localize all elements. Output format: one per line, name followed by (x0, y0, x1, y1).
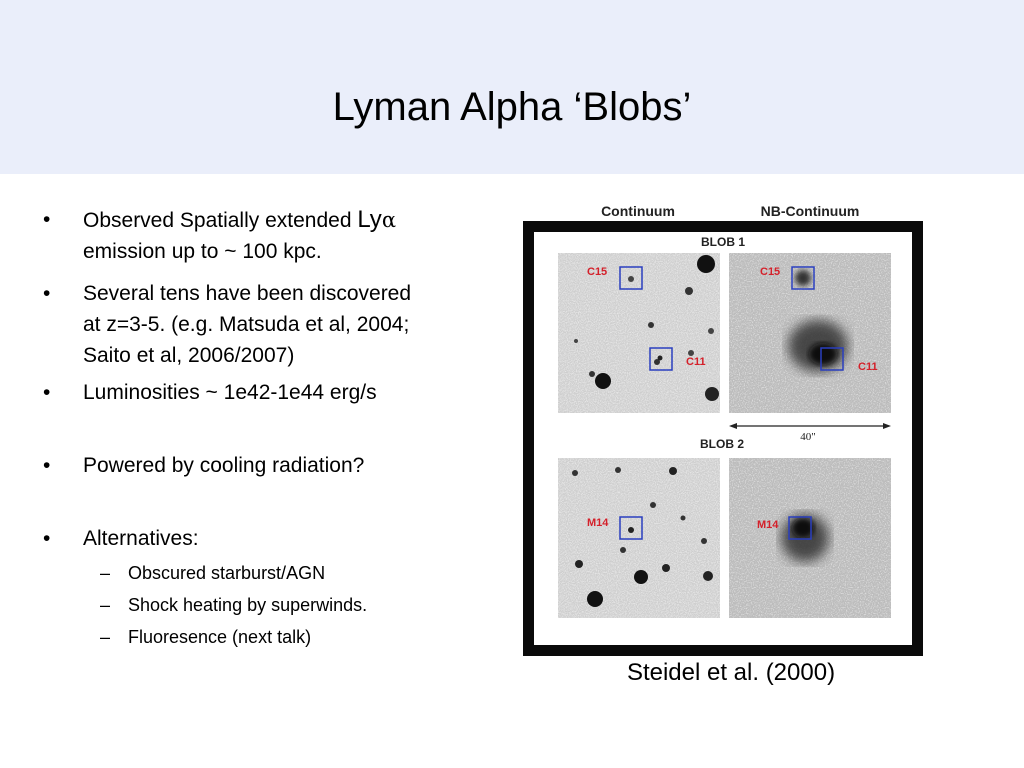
sub-bullet-text: Shock heating by superwinds. (128, 595, 368, 615)
sub-bullet-marker: – (100, 595, 111, 615)
bullet-discovered (40, 278, 500, 371)
blob1-continuum-panel (558, 253, 720, 413)
blob2-nb-panel (729, 458, 891, 618)
blob2-label: BLOB 2 (699, 437, 745, 451)
sub-bullet-fluorescence (40, 621, 500, 653)
blob-image-figure (523, 198, 923, 656)
bullet-extended-emission (40, 204, 500, 267)
nb-continuum-header: NB-Continuum (760, 203, 860, 219)
sub-bullet-starburst (40, 557, 500, 589)
bullet-text: Alternatives: (83, 527, 199, 550)
m14-label-right: M14 (757, 519, 779, 531)
m14-label-left: M14 (587, 517, 609, 529)
sub-bullet-text: Obscured starburst/AGN (128, 563, 326, 583)
bullet-line: Several tens have been discovered (83, 282, 412, 305)
sub-bullet-marker: – (100, 627, 111, 647)
c11-label-left: C11 (686, 356, 706, 368)
c15-label-left: C15 (587, 266, 608, 278)
ly-text: Ly (357, 206, 382, 233)
bullet-text-cont: emission up to ~ 100 kpc. (83, 240, 322, 263)
sub-bullet-marker: – (100, 563, 111, 583)
c15-label-right: C15 (760, 266, 781, 278)
sub-bullet-shock (40, 589, 500, 621)
bullet-list (40, 204, 500, 653)
sub-bullet-text: Fluoresence (next talk) (128, 627, 312, 647)
scale-label: 40" (800, 431, 816, 443)
bullet-marker: • (43, 454, 51, 477)
bullet-text: Luminosities ~ 1e42-1e44 erg/s (83, 381, 377, 404)
continuum-header: Continuum (601, 203, 675, 219)
bullet-text: Powered by cooling radiation? (83, 454, 365, 477)
blob2-continuum-panel (558, 458, 720, 618)
slide-title: Lyman Alpha ‘Blobs’ (332, 85, 692, 129)
c11-label-right: C11 (858, 361, 878, 373)
bullet-line: at z=3-5. (e.g. Matsuda et al, 2004; (83, 313, 410, 336)
bullet-alternatives (40, 523, 500, 554)
bullet-marker: • (43, 282, 51, 305)
alpha-symbol: α (381, 208, 396, 232)
bullet-marker: • (43, 381, 51, 404)
bullet-text: Observed Spatially extended (83, 209, 358, 232)
bullet-luminosities (40, 377, 500, 408)
bullet-marker: • (43, 527, 51, 550)
bullet-line: Saito et al, 2006/2007) (83, 344, 295, 367)
blob1-nb-panel (729, 253, 891, 413)
blob1-label: BLOB 1 (700, 235, 746, 249)
bullet-cooling (40, 450, 500, 481)
figure-caption: Steidel et al. (2000) (626, 659, 836, 686)
bullet-marker: • (43, 208, 51, 231)
